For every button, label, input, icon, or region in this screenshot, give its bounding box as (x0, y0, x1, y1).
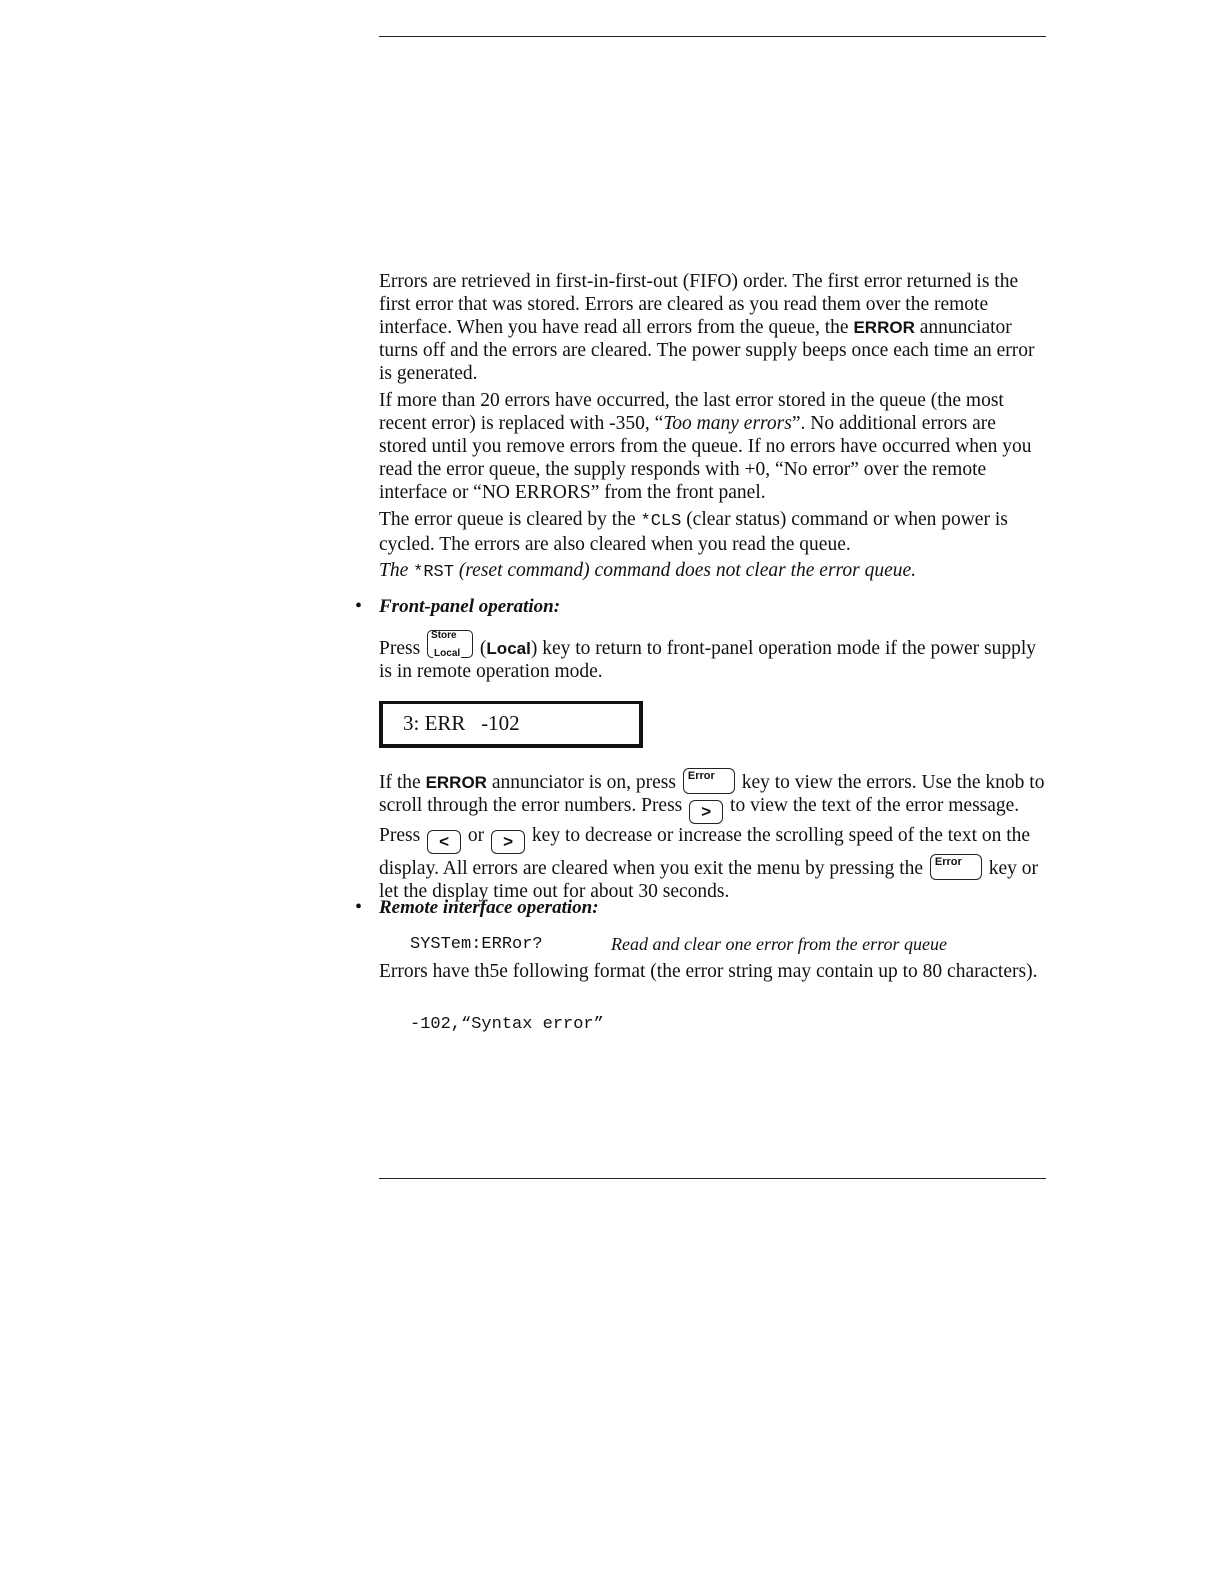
note-rst: The *RST (reset command) command does not clear the error queue. (379, 560, 917, 582)
left-arrow-key: < (427, 830, 461, 854)
paragraph-clear: The error queue is cleared by the *CLS (clear status) command or when power is cycled. The errors are also cleared when you read the queue. (379, 509, 1008, 555)
front-panel-display (379, 701, 643, 748)
heading-front-panel: Front-panel operation: (379, 596, 561, 617)
error-annunciator-label-2: ERROR (425, 773, 487, 792)
system-error-description: Read and clear one error from the error queue (611, 934, 947, 954)
store-local-key: Store Local (427, 630, 473, 658)
heading-remote: Remote interface operation: (379, 897, 599, 918)
paragraph-fifo: Errors are retrieved in first-in-first-out (FIFO) order. The first error returned is the first error that was stored. Errors are cleared as you read them over the remote interface. When you have read all errors from the queue, the ERROR annunciator turns off and the errors are cleared. The power supply beeps once each time an error is generated. (379, 271, 1035, 384)
cls-command: *CLS (640, 512, 682, 531)
bottom-rule (379, 1178, 1046, 1179)
local-label: Local (486, 639, 531, 658)
system-error-command: SYSTem:ERRor? (410, 935, 543, 954)
display-text: 3: ERR -102 (403, 711, 520, 735)
error-key-2: Error (930, 854, 982, 880)
paragraph-error-format: Errors have th5e following format (the error string may contain up to 80 characters). (379, 961, 1038, 982)
rst-command: *RST (413, 563, 454, 582)
error-annunciator-label: ERROR (853, 318, 915, 337)
error-key: Error (683, 768, 735, 794)
top-rule (379, 36, 1046, 37)
bullet-front-panel: • (355, 595, 363, 617)
paragraph-overflow: If more than 20 errors have occurred, the last error stored in the queue (the most recent error) is replaced with -350, “Too many errors”. No additional errors are stored until you remove errors from the queue. If no errors have occurred when you read the error queue, the supply responds with +0, “No error” over the remote interface or “NO ERRORS” from the front panel. (379, 390, 1032, 503)
error-format-example: -102,“Syntax error” (410, 1015, 604, 1034)
bullet-remote: • (355, 896, 363, 918)
right-arrow-key-2: > (491, 830, 525, 854)
paragraph-local-key: Press Store Local (Local) key to return to front-panel operation mode if the power supply is in remote operation mode. (379, 630, 1037, 682)
paragraph-error-key: If the ERROR annunciator is on, press Error key to view the errors. Use the knob to scroll through the error numbers. Press > to view the text of the error message. Press < or > key to decrease or increase the scrolling speed of the text on the display. All errors are cleared when you exit the menu by pressing the Error key or let the display time out for about 30 seconds. (379, 770, 1045, 902)
right-arrow-key: > (689, 800, 723, 824)
